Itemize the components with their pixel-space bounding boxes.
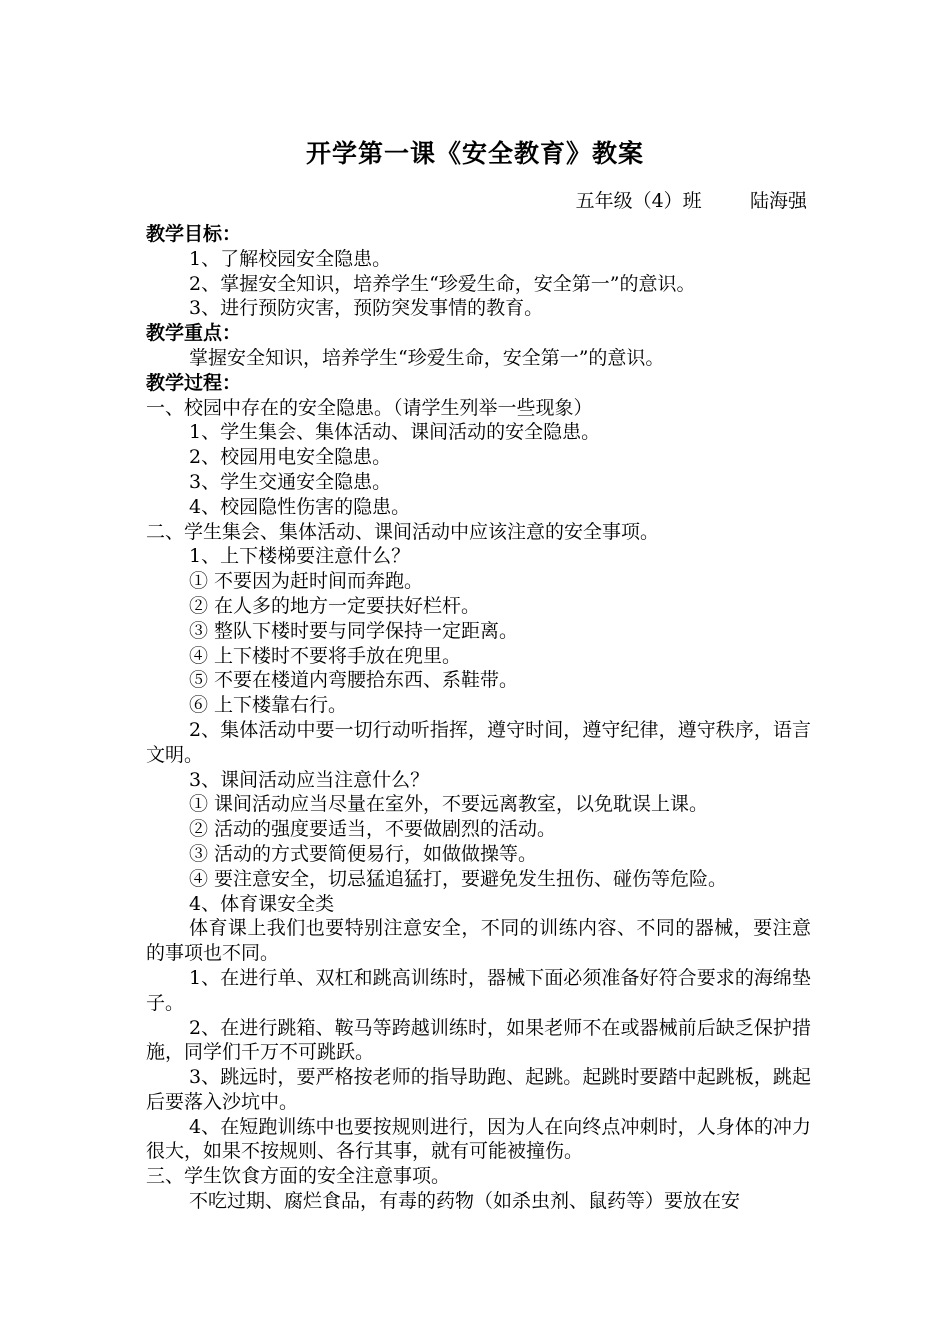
text-line: 3、课间活动应当注意什么？	[189, 768, 430, 791]
text-line: 4、在短跑训练中也要按规则进行，因为人在向终点冲刺时，人身体的冲力很大，如果不按规则、各行其事，就有可能被撞伤。	[146, 1115, 811, 1163]
text-line: 三、学生饮食方面的安全注意事项。	[146, 1165, 451, 1188]
document-body	[146, 222, 811, 1214]
section-heading: 教学重点：	[146, 322, 242, 345]
text-line: 掌握安全知识，培养学生“珍爱生命，安全第一”的意识。	[189, 346, 665, 369]
text-line: ④ 上下楼时不要将手放在兜里。	[189, 644, 462, 667]
page-title: 开学第一课《安全教育》教案	[305, 139, 644, 168]
text-line: 2、集体活动中要一切行动听指挥，遵守时间，遵守纪律，遵守秩序，语言文明。	[146, 718, 811, 766]
text-line: 4、体育课安全类	[189, 892, 335, 915]
text-line: 1、上下楼梯要注意什么？	[189, 545, 411, 568]
class-author-line: 五年级（4）班 陆海强	[575, 190, 807, 212]
text-line: 3、跳远时，要严格按老师的指导助跑、起跳。起跳时要踏中起跳板，跳起后要落入沙坑中。	[146, 1066, 811, 1113]
text-line: 2、在进行跳箱、鞍马等跨越训练时，如果老师不在或器械前后缺乏保护措施，同学们千万不可跳跃。	[146, 1016, 811, 1064]
text-line: 一、校园中存在的安全隐患。（请学生列举一些现象）	[146, 396, 593, 419]
text-line: 二、学生集会、集体活动、课间活动中应该注意的安全事项。	[146, 520, 660, 543]
text-line: ⑤ 不要在楼道内弯腰拾东西、系鞋带。	[189, 669, 519, 692]
text-line: ① 不要因为赶时间而奔跑。	[189, 570, 424, 593]
text-line: ① 课间活动应当尽量在室外，不要远离教室，以免耽误上课。	[189, 793, 709, 816]
text-line: ③ 活动的方式要简便易行，如做做操等。	[189, 842, 538, 865]
text-line: 体育课上我们也要特别注意安全，不同的训练内容、不同的器械，要注意的事项也不同。	[146, 917, 811, 965]
section-heading: 教学目标：	[146, 223, 242, 245]
section-heading: 教学过程：	[146, 371, 242, 394]
text-line: 2、校园用电安全隐患。	[189, 446, 392, 469]
text-line: ② 在人多的地方一定要扶好栏杆。	[189, 594, 481, 617]
text-line: 1、学生集会、集体活动、课间活动的安全隐患。	[189, 421, 601, 444]
text-line: 3、学生交通安全隐患。	[189, 470, 392, 493]
text-line: 不吃过期、腐烂食品，有毒的药物（如杀虫剂、鼠药等）要放在安	[189, 1190, 741, 1213]
text-line: 4、校园隐性伤害的隐患。	[189, 495, 411, 518]
text-line: ⑥ 上下楼靠右行。	[189, 694, 348, 717]
text-line: 3、进行预防灾害，预防突发事情的教育。	[189, 297, 544, 320]
text-line: 2、掌握安全知识，培养学生“珍爱生命，安全第一”的意识。	[189, 272, 696, 295]
text-line: 1、了解校园安全隐患。	[189, 247, 392, 270]
text-line: ④ 要注意安全，切忌猛追猛打，要避免发生扭伤、碰伤等危险。	[189, 867, 728, 890]
text-line: ② 活动的强度要适当，不要做剧烈的活动。	[189, 818, 557, 841]
text-line: 1、在进行单、双杠和跳高训练时，器械下面必须准备好符合要求的海绵垫子。	[146, 966, 811, 1014]
text-line: ③ 整队下楼时要与同学保持一定距离。	[189, 619, 519, 642]
